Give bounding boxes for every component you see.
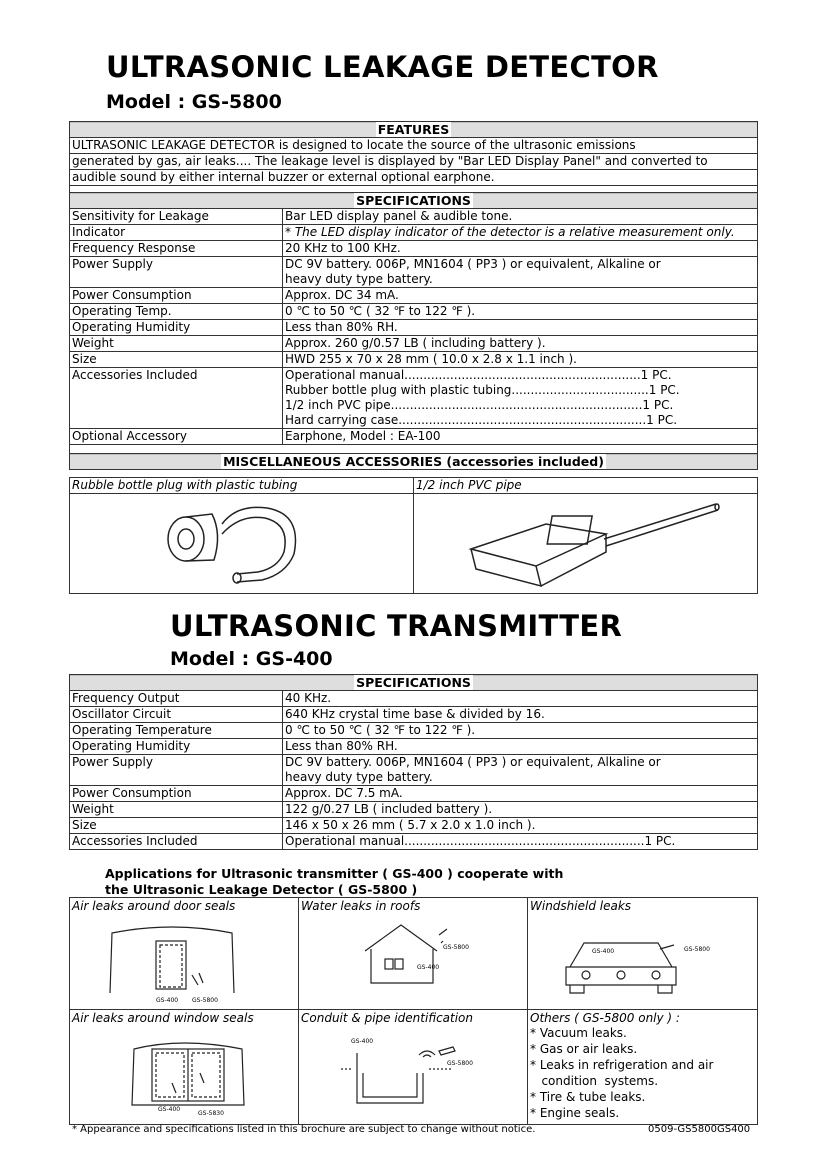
spec-label: Frequency Response (70, 241, 283, 257)
spec-label: Frequency Output (70, 691, 283, 707)
app-conduit-pipe: Conduit & pipe identification GS-400 GS-5800 (299, 1010, 528, 1125)
others-item: * Gas or air leaks. (530, 1042, 638, 1056)
transmitter-title: ULTRASONIC TRANSMITTER (170, 609, 623, 643)
spec-value: Earphone, Model : EA-100 (283, 429, 758, 445)
door-seals-icon (72, 913, 292, 1005)
spec-row (70, 272, 758, 288)
spec-value: 640 KHz crystal time base & divided by 16. (283, 707, 758, 723)
spec-label: Power Supply (70, 755, 283, 771)
spec-row (70, 209, 758, 225)
spec-row (70, 834, 758, 850)
spec-label: Optional Accessory (70, 429, 283, 445)
spec-row (70, 383, 758, 398)
detector-model: Model : GS-5800 (106, 91, 282, 113)
spec-label: Power Supply (70, 257, 283, 273)
features-header: FEATURES (70, 122, 758, 138)
spec-label (70, 383, 283, 398)
spec-value: Less than 80% RH. (283, 739, 758, 755)
spec-label: Operating Temp. (70, 304, 283, 320)
spec-value: Less than 80% RH. (283, 320, 758, 336)
spec-label (70, 413, 283, 429)
svg-text:GS-400: GS-400 (158, 1106, 181, 1113)
svg-text:GS-400: GS-400 (417, 964, 440, 971)
bottle-plug-icon (72, 494, 412, 589)
spec-value: 0 ℃ to 50 ℃ ( 32 ℉ to 122 ℉ ). (283, 723, 758, 739)
app-window-seals: Air leaks around window seals GS-400 GS-5830 (70, 1010, 299, 1125)
spec-value: Rubber bottle plug with plastic tubing....................................1 PC. (283, 383, 758, 398)
app-windshield: Windshield leaks GS-400 GS-5800 (528, 898, 758, 1010)
spec-label: Oscillator Circuit (70, 707, 283, 723)
spec-label: Power Consumption (70, 288, 283, 304)
spec-value: DC 9V battery. 006P, MN1604 ( PP3 ) or equivalent, Alkaline or (283, 755, 758, 771)
spec-label: Operating Humidity (70, 320, 283, 336)
spec-value: Bar LED display panel & audible tone. (283, 209, 758, 225)
app-door-seals: Air leaks around door seals GS-400 GS-5800 (70, 898, 299, 1010)
roof-house-icon (301, 913, 521, 1005)
spec-row (70, 770, 758, 786)
spec-row (70, 818, 758, 834)
others-item: * Tire & tube leaks. (530, 1090, 646, 1104)
misc-accessories-table (69, 477, 758, 594)
app-others: Others ( GS-5800 only ) : * Vacuum leaks. * Gas or air leaks. * Leaks in refrigeration and air condition systems. * Tire & tube leaks. * Engine seals. (528, 1010, 758, 1125)
spec-row (70, 320, 758, 336)
spec-row (70, 739, 758, 755)
spec-value: Approx. DC 7.5 mA. (283, 786, 758, 802)
spec-label: Power Consumption (70, 786, 283, 802)
spec-row (70, 691, 758, 707)
spec-row (70, 429, 758, 445)
features-line: audible sound by either internal buzzer or external optional earphone. (70, 170, 758, 186)
spec-row (70, 413, 758, 429)
spec-value: heavy duty type battery. (283, 272, 758, 288)
bottle-plug-image (70, 494, 414, 594)
spec-label: Operating Humidity (70, 739, 283, 755)
misc-accessories-header: MISCELLANEOUS ACCESSORIES (accessories included) (70, 454, 758, 470)
spec-row (70, 802, 758, 818)
svg-text:GS-400: GS-400 (592, 948, 615, 955)
spec-value: * The LED display indicator of the detector is a relative measurement only. (283, 225, 758, 241)
spec-value: 40 KHz. (283, 691, 758, 707)
spec-row (70, 257, 758, 273)
spec-label: Size (70, 352, 283, 368)
applications-title: Applications for Ultrasonic transmitter ( GS-400 ) cooperate with the Ultrasonic Leakage Detector ( GS-5800 ) (105, 866, 564, 897)
svg-text:GS-5800: GS-5800 (443, 944, 469, 951)
features-line: generated by gas, air leaks.... The leakage level is displayed by "Bar LED Display Panel" and converted to (70, 154, 758, 170)
footer-note: * Appearance and specifications listed in this brochure are subject to change without notice. (72, 1124, 536, 1135)
spec-label: Operating Temperature (70, 723, 283, 739)
spec-value: 122 g/0.27 LB ( included battery ). (283, 802, 758, 818)
transmitter-spec-table (69, 674, 758, 850)
applications-table (69, 897, 758, 1125)
spec-row (70, 786, 758, 802)
spec-value: 146 x 50 x 26 mm ( 5.7 x 2.0 x 1.0 inch ). (283, 818, 758, 834)
pvc-pipe-image (414, 494, 758, 594)
spec-value: Operational manual..............................................................1 PC. (283, 368, 758, 384)
spec-row (70, 398, 758, 413)
spec-row (70, 336, 758, 352)
spec-row (70, 241, 758, 257)
features-line: ULTRASONIC LEAKAGE DETECTOR is designed to locate the source of the ultrasonic emissions (70, 138, 758, 154)
windshield-car-icon (530, 913, 750, 1005)
spec-row (70, 368, 758, 384)
spec-label: Indicator (70, 225, 283, 241)
misc-item-bottle-plug: Rubble bottle plug with plastic tubing (70, 478, 414, 494)
spec-label (70, 770, 283, 786)
specifications-header: SPECIFICATIONS (70, 193, 758, 209)
svg-text:GS-5800: GS-5800 (447, 1060, 473, 1067)
svg-text:GS-400: GS-400 (156, 997, 179, 1004)
transmitter-specifications-header: SPECIFICATIONS (70, 675, 758, 691)
transmitter-model: Model : GS-400 (170, 648, 333, 670)
spec-label: Sensitivity for Leakage (70, 209, 283, 225)
spec-label (70, 272, 283, 288)
spec-row (70, 755, 758, 771)
svg-text:GS-5830: GS-5830 (198, 1110, 224, 1117)
svg-text:GS-400: GS-400 (351, 1038, 374, 1045)
spec-value: DC 9V battery. 006P, MN1604 ( PP3 ) or equivalent, Alkaline or (283, 257, 758, 273)
spec-row (70, 352, 758, 368)
svg-text:GS-5800: GS-5800 (684, 946, 710, 953)
spec-label: Accessories Included (70, 368, 283, 384)
others-item: * Leaks in refrigeration and air (530, 1058, 714, 1072)
others-item: * Engine seals. (530, 1106, 620, 1120)
pvc-pipe-icon (416, 494, 756, 589)
spec-label (70, 398, 283, 413)
spec-row (70, 707, 758, 723)
svg-text:GS-5800: GS-5800 (192, 997, 218, 1004)
spec-value: heavy duty type battery. (283, 770, 758, 786)
spec-value: 0 ℃ to 50 ℃ ( 32 ℉ to 122 ℉ ). (283, 304, 758, 320)
spec-row (70, 304, 758, 320)
spec-value: 20 KHz to 100 KHz. (283, 241, 758, 257)
spec-label: Weight (70, 336, 283, 352)
others-list (530, 1025, 755, 1121)
spec-row (70, 288, 758, 304)
spec-value: 1/2 inch PVC pipe..................................................................1 PC. (283, 398, 758, 413)
misc-item-pvc-pipe: 1/2 inch PVC pipe (414, 478, 758, 494)
spec-row (70, 723, 758, 739)
conduit-pipe-icon (301, 1025, 521, 1117)
footer-code: 0509-GS5800GS400 (648, 1124, 751, 1135)
spec-label: Weight (70, 802, 283, 818)
spec-value: Hard carrying case.................................................................1 PC. (283, 413, 758, 429)
spec-row (70, 225, 758, 241)
detector-title: ULTRASONIC LEAKAGE DETECTOR (106, 50, 659, 84)
spec-value: Approx. 260 g/0.57 LB ( including battery ). (283, 336, 758, 352)
spec-label: Accessories Included (70, 834, 283, 850)
detector-spec-table (69, 121, 758, 470)
spec-value: Approx. DC 34 mA. (283, 288, 758, 304)
app-roof-leaks: Water leaks in roofs GS-5800 GS-400 (299, 898, 528, 1010)
window-seals-icon (72, 1025, 292, 1117)
spec-value: Operational manual...............................................................1 PC. (283, 834, 758, 850)
spec-label: Size (70, 818, 283, 834)
spec-value: HWD 255 x 70 x 28 mm ( 10.0 x 2.8 x 1.1 inch ). (283, 352, 758, 368)
others-item: * Vacuum leaks. (530, 1026, 627, 1040)
others-item: condition systems. (530, 1074, 659, 1088)
